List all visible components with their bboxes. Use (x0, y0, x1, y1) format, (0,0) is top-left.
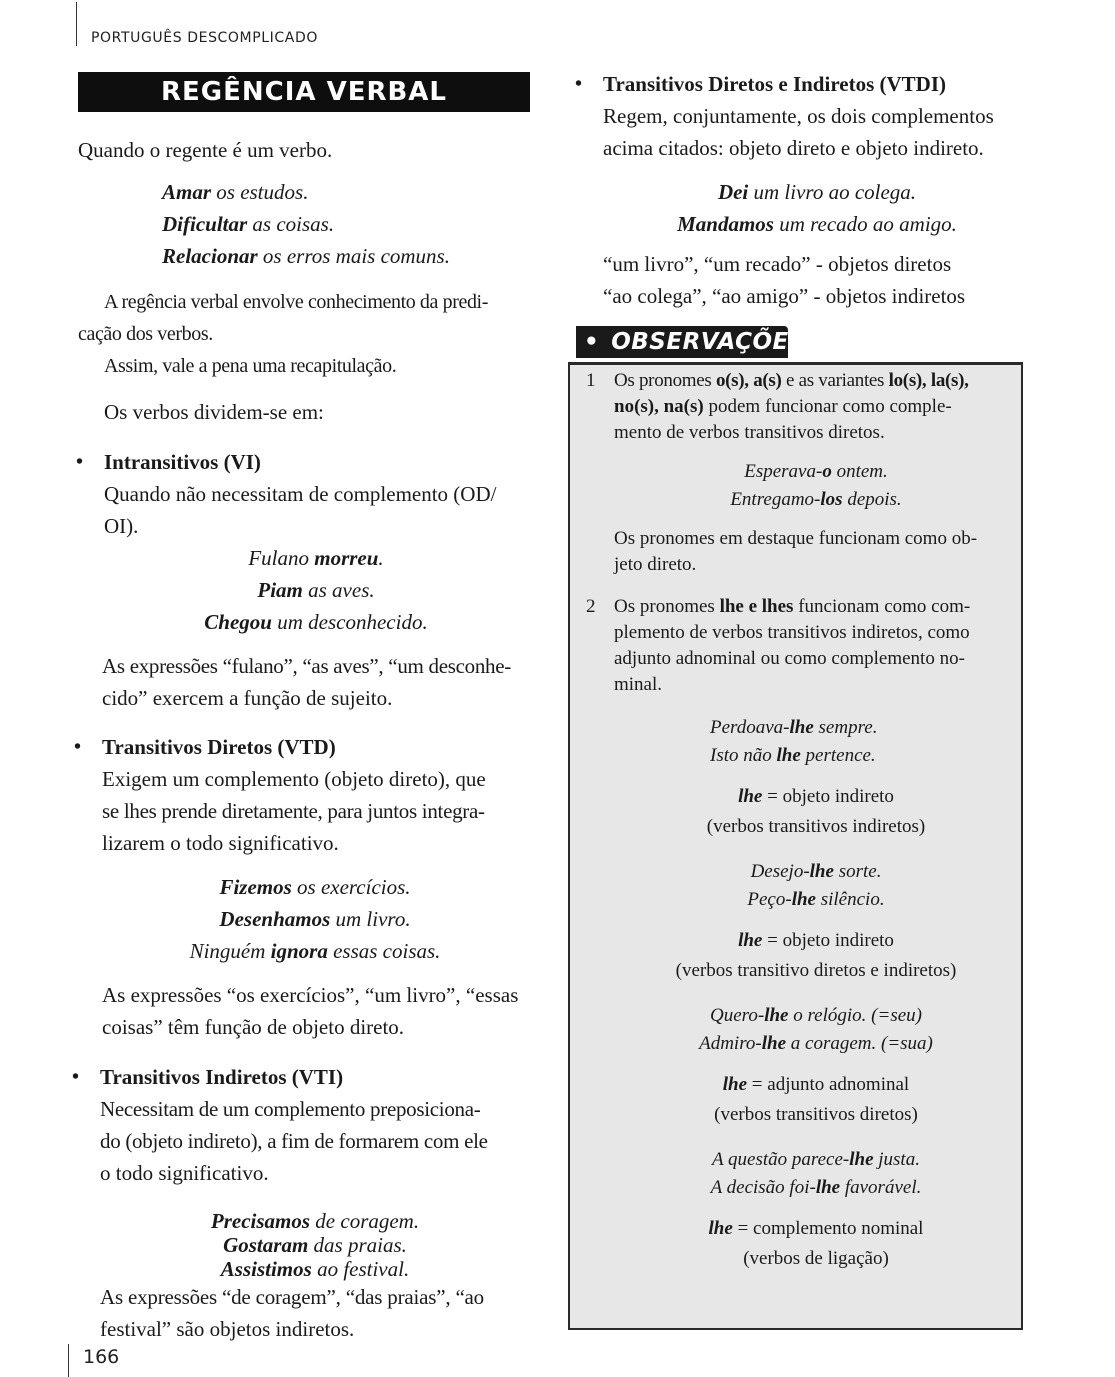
example-line: Entregamo-los depois. (730, 489, 902, 510)
observation-group (614, 858, 1018, 986)
example-line: A decisão foi-lhe favorável. (710, 1177, 922, 1198)
running-header: PORTUGUÊS DESCOMPLICADO (91, 30, 318, 46)
paragraph-line: no(s), na(s) podem funcionar como comple- (614, 396, 952, 417)
paragraph-line: acima citados: objeto direto e objeto indireto. (603, 136, 984, 160)
section-intransitivos (104, 446, 534, 714)
example-line: Isto não lhe pertence. (710, 745, 876, 766)
example-line: Esperava-o ontem. (744, 461, 888, 482)
paragraph-line: adjunto adnominal ou como complemento no- (614, 648, 965, 669)
paragraph-line: Regem, conjuntamente, os dois complementos (603, 104, 994, 128)
examples-intro (162, 176, 522, 272)
observation-group (614, 1002, 1018, 1130)
bullet-heading: • Transitivos Diretos (VTD) (102, 731, 532, 763)
paragraph-line: coisas” têm função de objeto direto. (102, 1015, 405, 1039)
header-rule (76, 2, 77, 46)
definition-note: (verbos de ligação) (743, 1248, 889, 1269)
paragraph-line: mento de verbos transitivos diretos. (614, 422, 885, 443)
paragraph-line: lizarem o todo significativo. (102, 831, 339, 855)
example-line: Amar os estudos. (162, 180, 309, 204)
paragraph-line: festival” são objetos indiretos. (100, 1317, 355, 1341)
paragraph-line: minal. (614, 674, 663, 695)
example-line: A questão parece-lhe justa. (712, 1149, 920, 1170)
observation-group (614, 1146, 1018, 1274)
paragraph-line: Os pronomes em destaque funcionam como ob- (614, 528, 978, 549)
paragraph-line: A regência verbal envolve conhecimento da predi- (104, 291, 488, 313)
footer-rule (68, 1344, 69, 1377)
observations-content (586, 368, 1018, 1274)
definition-note: (verbos transitivo diretos e indiretos) (675, 960, 957, 981)
example-line: Fulano morreu. (248, 546, 384, 570)
example-line: Dei um livro ao colega. (717, 180, 917, 204)
definition-line: lhe = adjunto adnominal (722, 1074, 910, 1095)
example-line: Ninguém ignora essas coisas. (189, 939, 441, 963)
item-number: 2 (586, 596, 596, 617)
example-line: Admiro-lhe a coragem. (=sua) (699, 1033, 933, 1054)
paragraph-line: o todo significativo. (100, 1161, 269, 1185)
observation-item-2 (586, 594, 1018, 1274)
example-line: Piam as aves. (257, 578, 375, 602)
section-transitivos-diretos-indiretos (603, 68, 1043, 312)
paragraph-line: plemento de verbos transitivos indiretos, como (614, 622, 970, 643)
example-line: Mandamos um recado ao amigo. (677, 212, 957, 236)
body-paragraphs (78, 286, 538, 428)
paragraph-line: Quando não necessitam de complemento (OD/ (104, 482, 497, 506)
bullet-dot: • (584, 329, 600, 355)
item-number: 1 (586, 370, 596, 391)
bullet-heading: • Transitivos Diretos e Indiretos (VTDI) (603, 68, 1043, 100)
paragraph-line: As expressões “de coragem”, “das praias”, “ao (100, 1285, 484, 1309)
section-transitivos-diretos (102, 731, 532, 1043)
paragraph-line: do (objeto indireto), a fim de formarem com ele (100, 1129, 488, 1153)
example-line: Relacionar os erros mais comuns. (162, 244, 450, 268)
definition-line: lhe = complemento nominal (708, 1218, 924, 1239)
section-transitivos-indiretos (100, 1061, 530, 1345)
example-line: Precisamos de coragem. (210, 1209, 420, 1233)
paragraph-line: “ao colega”, “ao amigo” - objetos indiretos (603, 284, 966, 308)
example-line: Dificultar as coisas. (162, 212, 335, 236)
paragraph-line: Os verbos dividem-se em: (104, 400, 324, 424)
paragraph-line: cação dos verbos. (78, 323, 213, 345)
definition-note: (verbos transitivos diretos) (714, 1104, 918, 1125)
paragraph-line: cido” exercem a função de sujeito. (102, 686, 393, 710)
paragraph-line: se lhes prende diretamente, para juntos integra- (102, 799, 485, 823)
paragraph-line: As expressões “os exercícios”, “um livro”, “essas (102, 983, 519, 1007)
paragraph-line: As expressões “fulano”, “as aves”, “um desconhe- (102, 654, 511, 678)
page-number: 166 (83, 1346, 120, 1368)
example-line: Assistimos ao festival. (220, 1257, 410, 1281)
example-line: Desejo-lhe sorte. (750, 861, 882, 882)
example-line: Fizemos os exercícios. (219, 875, 411, 899)
observations-label: • OBSERVAÇÕES (576, 326, 788, 358)
observation-group (614, 714, 1018, 842)
example-line: Perdoava-lhe sempre. (710, 717, 878, 738)
section-title: REGÊNCIA VERBAL (78, 72, 530, 112)
paragraph-line: Os pronomes lhe e lhes funcionam como com- (614, 596, 971, 617)
paragraph-line: OI). (104, 514, 139, 538)
intro-text: Quando o regente é um verbo. (78, 138, 333, 162)
example-line: Desenhamos um livro. (219, 907, 411, 931)
bullet-heading: • Intransitivos (VI) (104, 446, 534, 478)
paragraph-line: Assim, vale a pena uma recapitulação. (104, 355, 397, 377)
observation-item-1 (586, 368, 1018, 578)
example-line: Peço-lhe silêncio. (747, 889, 885, 910)
example-line: Gostaram das praias. (223, 1233, 407, 1257)
paragraph-line: Os pronomes o(s), a(s) e as variantes lo(s), la(s), (614, 370, 969, 391)
example-line: Chegou um desconhecido. (204, 610, 428, 634)
paragraph-line: Necessitam de um complemento preposiciona- (100, 1097, 481, 1121)
example-line: Quero-lhe o relógio. (=seu) (710, 1005, 922, 1026)
definition-line: lhe = objeto indireto (738, 786, 894, 807)
paragraph-line: “um livro”, “um recado” - objetos diretos (603, 252, 952, 276)
paragraph-line: Exigem um complemento (objeto direto), que (102, 767, 486, 791)
bullet-heading: • Transitivos Indiretos (VTI) (100, 1061, 530, 1093)
paragraph-line: jeto direto. (614, 554, 697, 575)
definition-note: (verbos transitivos indiretos) (706, 816, 926, 837)
definition-line: lhe = objeto indireto (738, 930, 894, 951)
